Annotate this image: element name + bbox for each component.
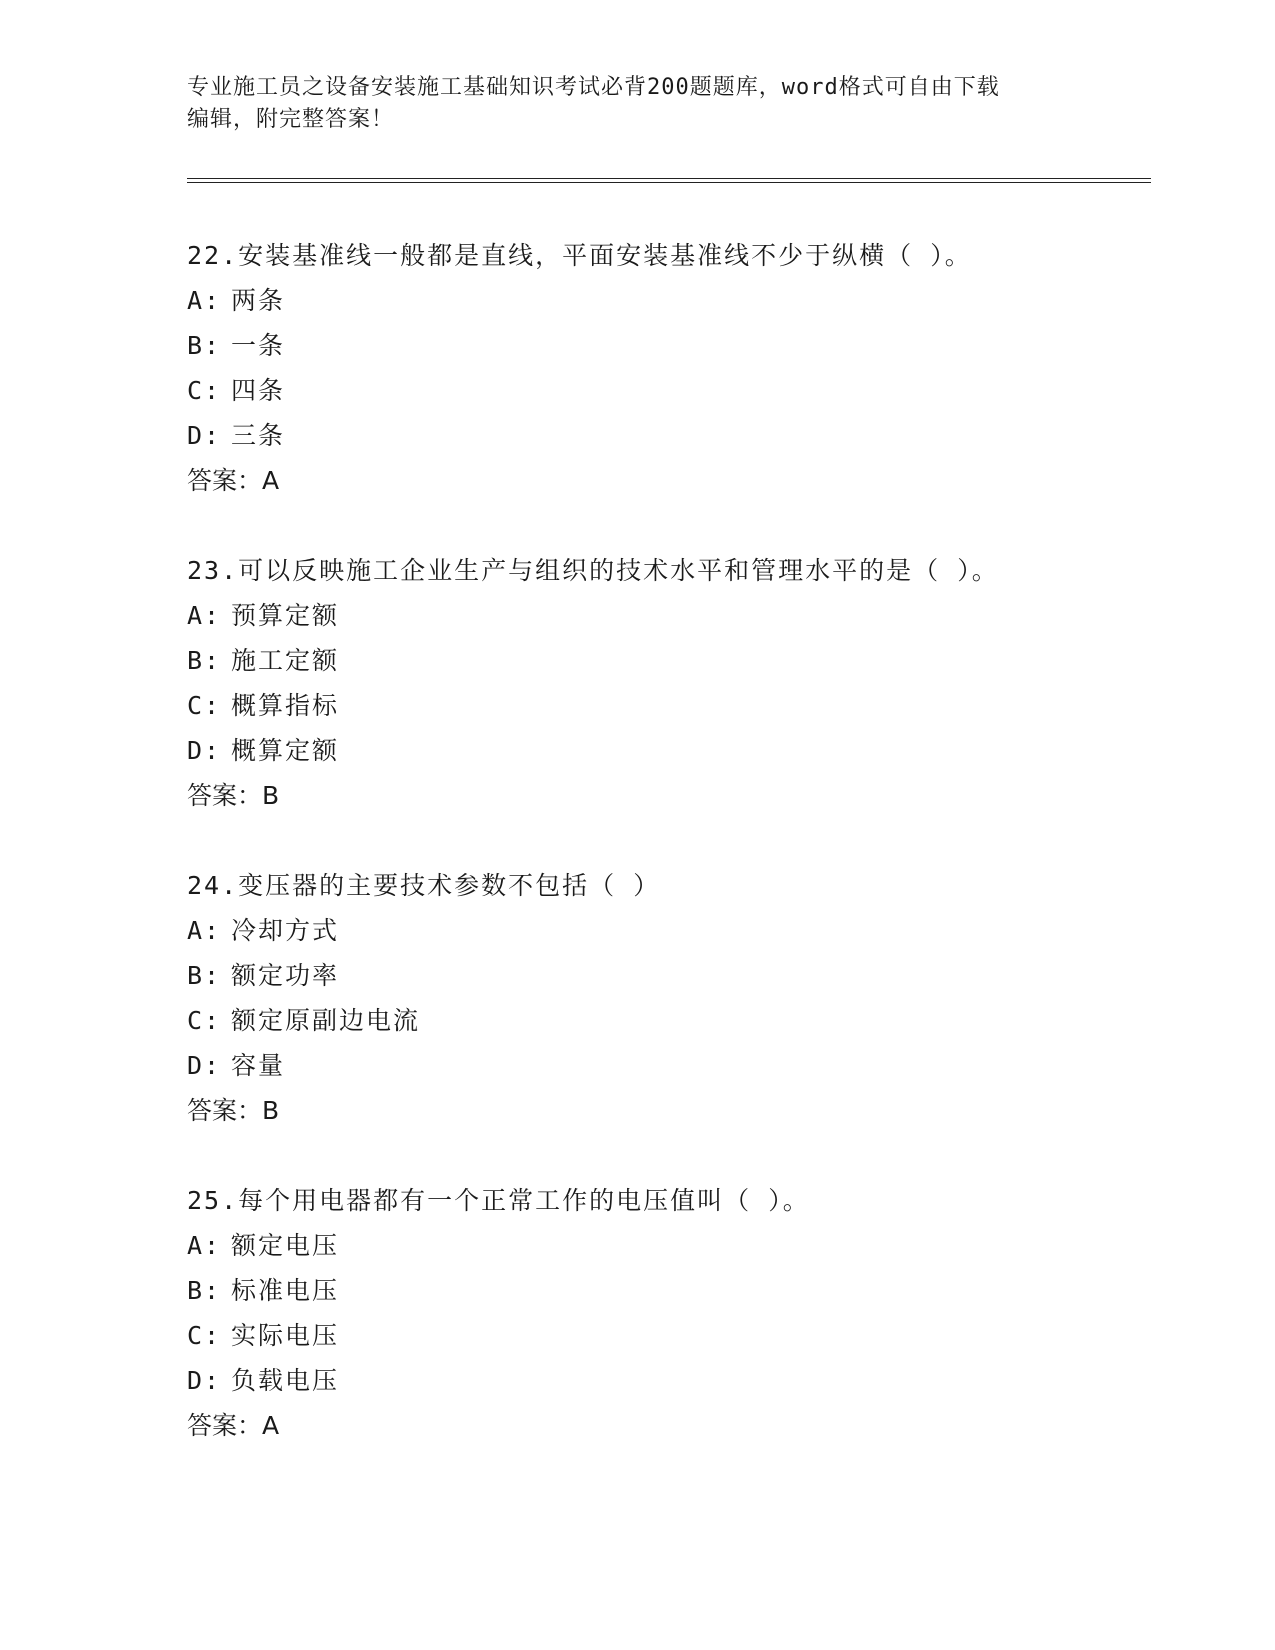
answer-line: 答案：B xyxy=(187,781,280,810)
option-letter: C: xyxy=(187,691,222,720)
option-text: 负载电压 xyxy=(231,1366,340,1395)
option-b xyxy=(187,953,1147,998)
header-line-1: 专业施工员之设备安装施工基础知识考试必背200题题库，word格式可自由下载 xyxy=(187,75,1000,100)
option-letter: B: xyxy=(187,331,222,360)
option-text: 两条 xyxy=(231,286,286,315)
question-23 xyxy=(187,548,1147,818)
option-text: 额定电压 xyxy=(231,1231,340,1260)
option-b xyxy=(187,1268,1147,1313)
option-text: 概算定额 xyxy=(231,736,340,765)
option-letter: B: xyxy=(187,961,222,990)
option-d xyxy=(187,413,1147,458)
question-25 xyxy=(187,1178,1147,1448)
question-text: 22.安装基准线一般都是直线，平面安装基准线不少于纵横（ ）。 xyxy=(187,241,972,270)
option-letter: A: xyxy=(187,601,222,630)
option-letter: B: xyxy=(187,646,222,675)
option-d xyxy=(187,1043,1147,1088)
document-header xyxy=(187,72,1087,136)
option-letter: C: xyxy=(187,1321,222,1350)
option-letter: C: xyxy=(187,376,222,405)
answer-line: 答案：A xyxy=(187,466,280,495)
answer-line: 答案：A xyxy=(187,1411,280,1440)
option-letter: D: xyxy=(187,1366,222,1395)
header-divider-top xyxy=(187,178,1151,179)
option-text: 额定原副边电流 xyxy=(231,1006,421,1035)
question-text: 23.可以反映施工企业生产与组织的技术水平和管理水平的是（ ）。 xyxy=(187,556,999,585)
option-c xyxy=(187,683,1147,728)
option-letter: C: xyxy=(187,1006,222,1035)
option-text: 容量 xyxy=(231,1051,286,1080)
option-text: 三条 xyxy=(231,421,286,450)
question-24 xyxy=(187,863,1147,1133)
option-letter: B: xyxy=(187,1276,222,1305)
question-text: 24.变压器的主要技术参数不包括（ ） xyxy=(187,871,661,900)
option-letter: D: xyxy=(187,421,222,450)
option-a xyxy=(187,593,1147,638)
option-d xyxy=(187,1358,1147,1403)
option-letter: D: xyxy=(187,1051,222,1080)
question-22 xyxy=(187,233,1147,503)
option-text: 额定功率 xyxy=(231,961,340,990)
option-text: 冷却方式 xyxy=(231,916,340,945)
option-text: 四条 xyxy=(231,376,286,405)
option-letter: A: xyxy=(187,1231,222,1260)
header-divider-bottom xyxy=(187,182,1151,183)
option-d xyxy=(187,728,1147,773)
option-text: 标准电压 xyxy=(231,1276,340,1305)
option-a xyxy=(187,908,1147,953)
option-b xyxy=(187,638,1147,683)
option-text: 实际电压 xyxy=(231,1321,340,1350)
option-letter: A: xyxy=(187,286,222,315)
option-text: 施工定额 xyxy=(231,646,340,675)
option-text: 概算指标 xyxy=(231,691,340,720)
option-letter: D: xyxy=(187,736,222,765)
option-c xyxy=(187,1313,1147,1358)
option-text: 一条 xyxy=(231,331,286,360)
option-b xyxy=(187,323,1147,368)
header-line-2: 编辑，附完整答案！ xyxy=(187,107,395,132)
option-a xyxy=(187,1223,1147,1268)
option-c xyxy=(187,368,1147,413)
option-letter: A: xyxy=(187,916,222,945)
question-text: 25.每个用电器都有一个正常工作的电压值叫（ ）。 xyxy=(187,1186,810,1215)
option-text: 预算定额 xyxy=(231,601,340,630)
option-c xyxy=(187,998,1147,1043)
option-a xyxy=(187,278,1147,323)
answer-line: 答案：B xyxy=(187,1096,280,1125)
